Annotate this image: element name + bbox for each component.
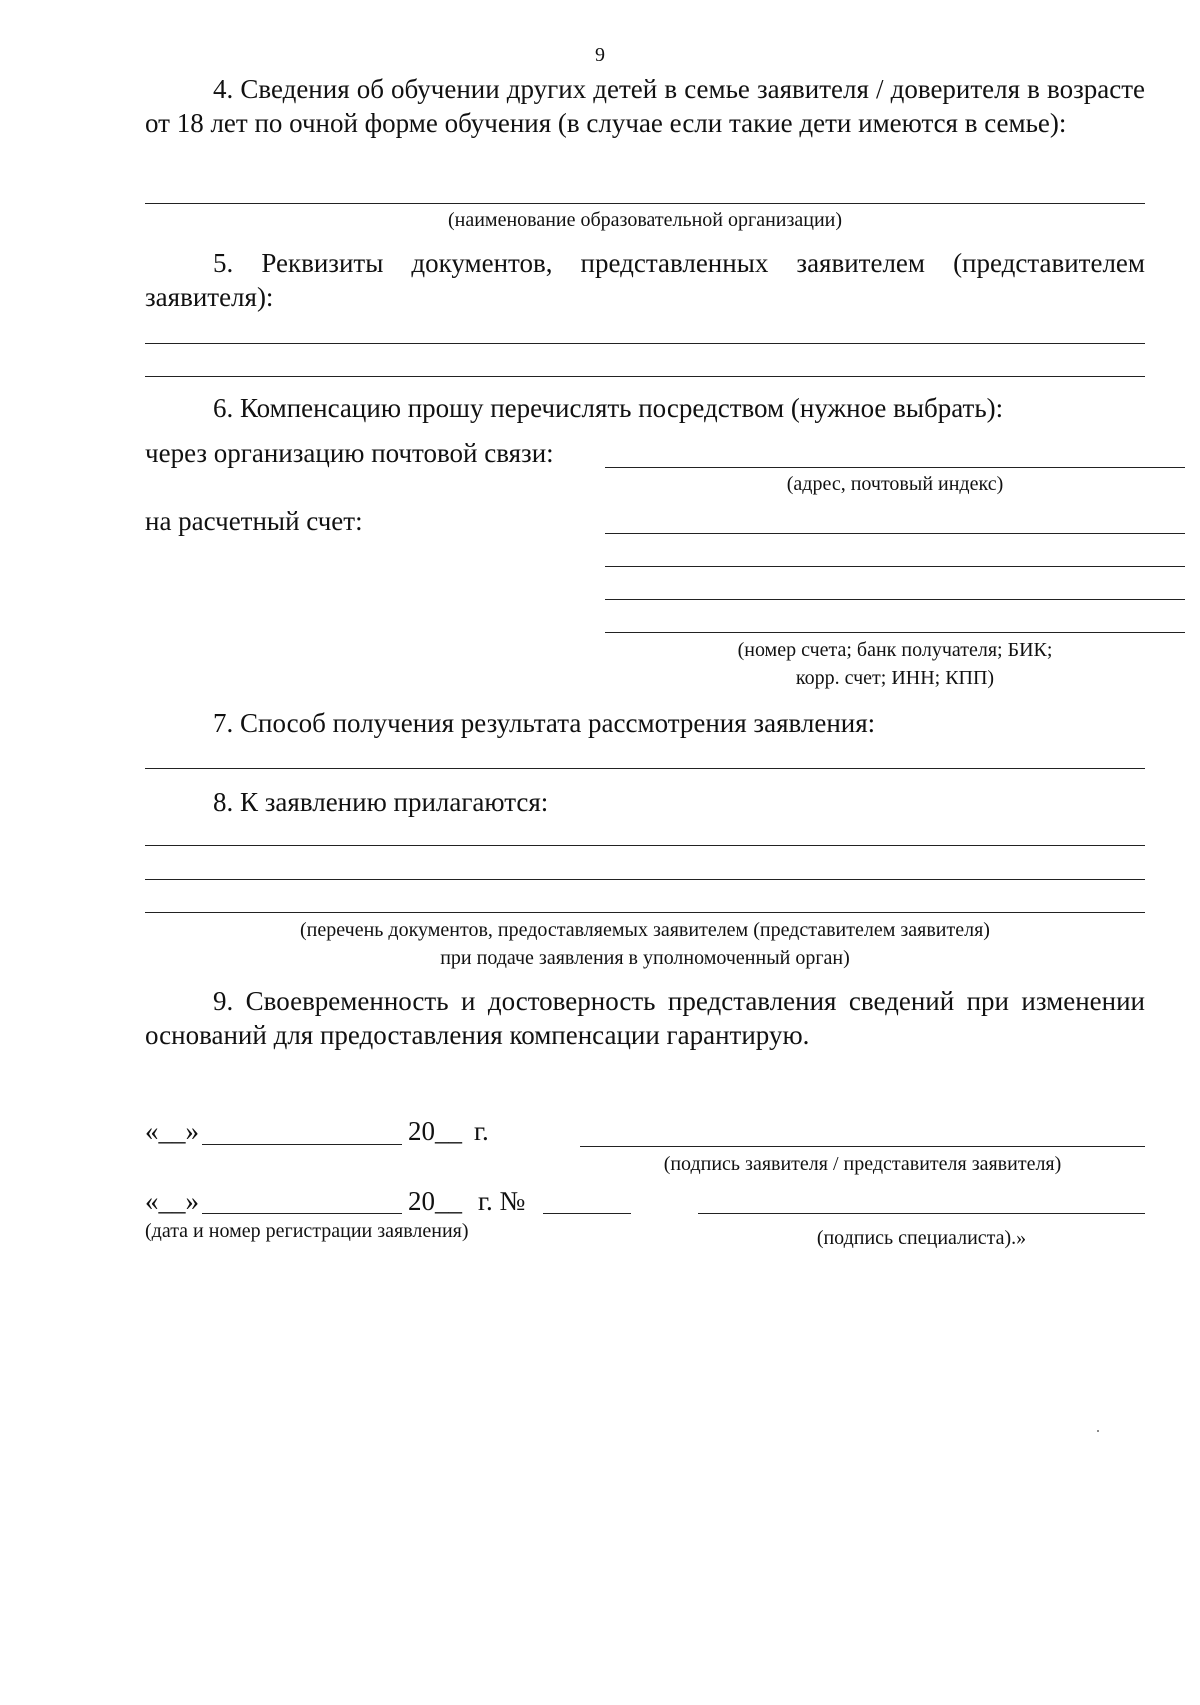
section-8-caption-line-1: (перечень документов, предоставляемых заявителем (представителем заявителя): [300, 919, 990, 941]
date-month-line-2[interactable]: [202, 1213, 402, 1214]
page-number: 9: [595, 44, 605, 66]
date-year-1: 20__: [408, 1116, 462, 1146]
specialist-signature-line[interactable]: [698, 1213, 1145, 1214]
section-5-text: 5. Реквизиты документов, представленных заявителем (представителем заявителя):: [145, 248, 1145, 312]
postal-caption: (адрес, почтовый индекс): [786, 473, 1004, 495]
account-label: на расчетный счет:: [145, 506, 363, 536]
specialist-signature-caption: (подпись специалиста).»: [816, 1227, 1027, 1249]
section-5-blank-line-2[interactable]: [145, 376, 1145, 377]
account-caption-line-1: (номер счета; банк получателя; БИК;: [737, 639, 1053, 661]
account-line-4[interactable]: [605, 632, 1185, 633]
section-6-text: 6. Компенсацию прошу перечислять посредством (нужное выбрать):: [213, 393, 1004, 423]
section-5-blank-line-1[interactable]: [145, 343, 1145, 344]
applicant-signature-line[interactable]: [580, 1146, 1145, 1147]
account-line-2[interactable]: [605, 566, 1185, 567]
applicant-signature-caption: (подпись заявителя / представителя заявителя): [663, 1153, 1062, 1175]
date-year-suffix-1: г.: [474, 1116, 489, 1146]
date-day-2: «__»: [145, 1186, 199, 1216]
account-line-3[interactable]: [605, 599, 1185, 600]
section-8-text: 8. К заявлению прилагаются:: [213, 787, 549, 817]
date-year-suffix-2: г. №: [478, 1186, 526, 1216]
date-day-1: «__»: [145, 1116, 199, 1146]
registration-caption: (дата и номер регистрации заявления): [145, 1220, 469, 1242]
date-year-2: 20__: [408, 1186, 462, 1216]
scan-speck: [1097, 1430, 1099, 1432]
section-8-blank-line-2[interactable]: [145, 879, 1145, 880]
section-9-text: 9. Своевременность и достоверность представления сведений при изменении оснований для предоставления компенсации гарантирую.: [145, 986, 1145, 1050]
section-7-blank-line[interactable]: [145, 768, 1145, 769]
registration-number-line[interactable]: [543, 1213, 631, 1214]
section-4-caption: (наименование образовательной организации): [447, 209, 843, 231]
section-4-blank-line[interactable]: [145, 203, 1145, 204]
section-8-blank-line-3[interactable]: [145, 912, 1145, 913]
account-caption-line-2: корр. счет; ИНН; КПП): [795, 667, 995, 689]
account-line-1[interactable]: [605, 533, 1185, 534]
postal-address-line[interactable]: [605, 467, 1185, 468]
section-8-blank-line-1[interactable]: [145, 845, 1145, 846]
section-4-text: 4. Сведения об обучении других детей в семье заявителя / доверителя в возрасте от 18 лет по очной форме обучения (в случае если такие дети имеются в семье):: [145, 74, 1145, 138]
date-month-line-1[interactable]: [202, 1144, 402, 1145]
postal-label: через организацию почтовой связи:: [145, 438, 554, 468]
section-7-text: 7. Способ получения результата рассмотрения заявления:: [213, 708, 876, 738]
section-8-caption-line-2: при подаче заявления в уполномоченный орган): [440, 947, 850, 969]
